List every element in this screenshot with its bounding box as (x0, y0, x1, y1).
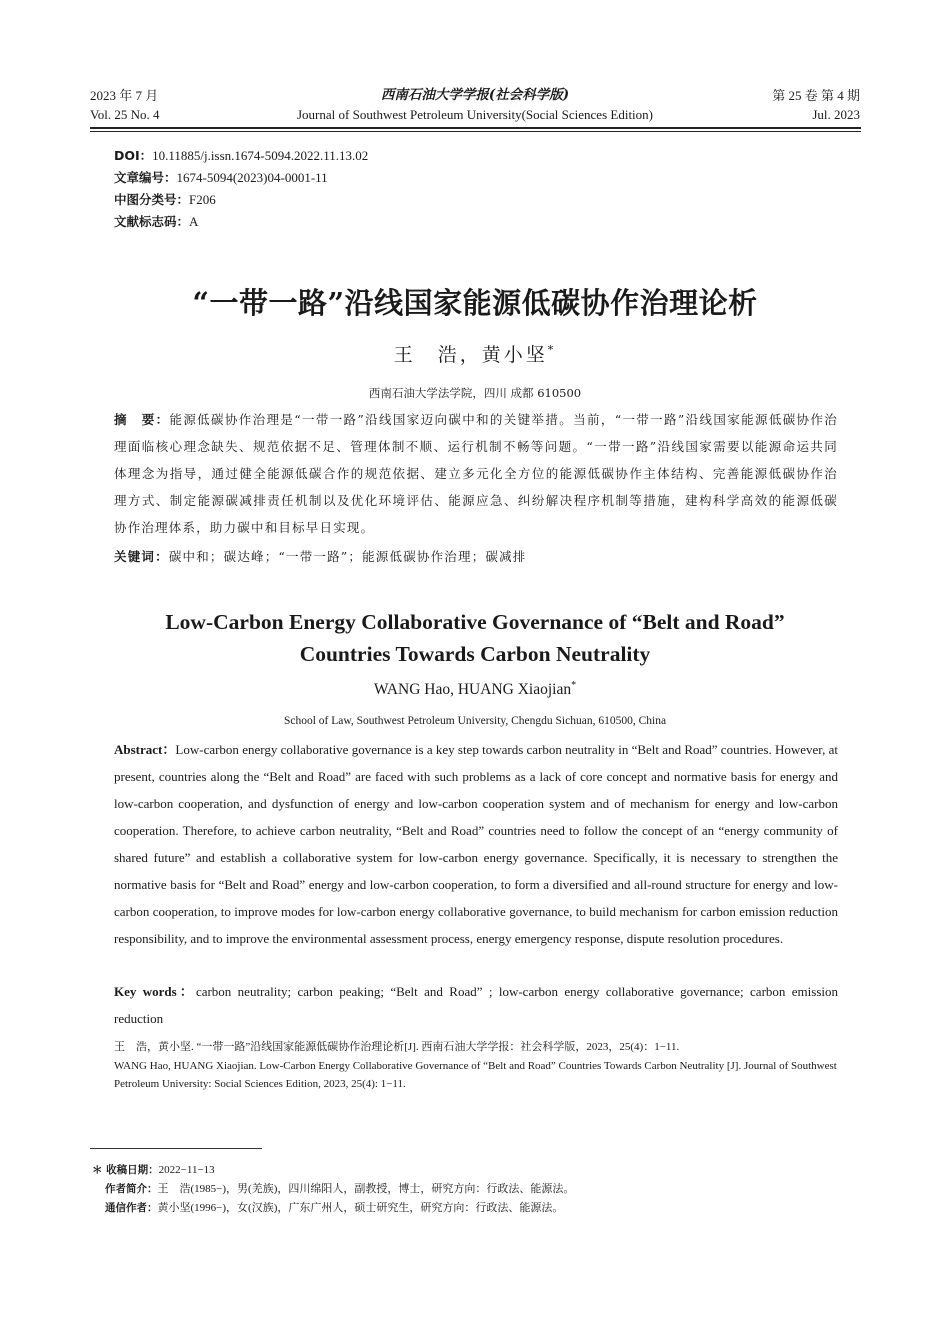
meta-article-number: 文章编号：1674-5094(2023)04-0001-11 (114, 170, 328, 185)
abstract-cn: 摘 要：能源低碳协作治理是“一带一路”沿线国家迈向碳中和的关键举措。当前，“一带一路”沿线国家能源低碳协作治理面临核心理念缺失、规范依据不足、管理体制不顺、运行机制不畅等问题。“一带一路”沿线国家需要以能源命运共同体理念为指导，通过健全能源低碳合作的规范依据、建立多元化全方位的能源低碳协作主体结构、完善能源低碳协作治理方式、制定能源碳减排责任机制以及优化环境评估、能源应急、纠纷解决程序机制等措施，建构科学高效的能源低碳协作治理体系，助力碳中和目标早日实现。 (114, 412, 838, 535)
abstract-en: Abstract：Low-carbon energy collaborative governance is a key step towards carbon neutrality in “Belt and Road” countries. However, at present, countries along the “Belt and Road” are faced with such problems as a lack of core concept and normative basis for energy and low-carbon cooperation, and dysfunction of energy and low-carbon cooperation system and of mechanism for energy and low-carbon cooperation. Therefore, to achieve carbon neutrality, “Belt and Road” countries need to follow the concept of an “energy community of shared future” and establish a collaborative system for low-carbon energy governance. Specifically, it is necessary to strengthen the normative basis for “Belt and Road” energy and low-carbon cooperation, to form a diversified and all-round structure for energy and low-carbon cooperation, to improve modes for low-carbon energy collaborative governance, to build mechanism for carbon emission reduction responsibility, and to improve the environmental assessment process, energy emergency response, dispute resolution procedures. (114, 742, 838, 946)
keywords-cn: 关键词：碳中和；碳达峰；“一带一路”；能源低碳协作治理；碳减排 (114, 549, 527, 564)
header-volume-en: Vol. 25 No. 4 (90, 107, 160, 122)
header-rule-thick (90, 127, 861, 129)
footnote-received: ＊ 收稿日期：2022−11−13 (92, 1164, 215, 1176)
affiliation-en: School of Law, Southwest Petroleum University, Chengdu Sichuan, 610500, China (283, 715, 667, 727)
meta-doi: DOI：10.11885/j.issn.1674-5094.2022.11.13.02 (114, 148, 369, 163)
citation-en: WANG Hao, HUANG Xiaojian. Low-Carbon Energy Collaborative Governance of “Belt and Road” Countries Towards Carbon Neutrality [J]. Journal of Southwest Petroleum University: Social Sciences Edition, 2023, 25(4): 1−11. (114, 1060, 837, 1090)
header-journal-en: Journal of Southwest Petroleum University(Social Sciences Edition) (297, 107, 653, 122)
authors-cn: 王 浩，黄小坚* (393, 343, 557, 366)
citation-cn: 王 浩，黄小坚. “一带一路”沿线国家能源低碳协作治理论析[J]. 西南石油大学学报：社会科学版，2023，25(4)：1−11. (114, 1041, 680, 1053)
authors-en: WANG Hao, HUANG Xiaojian* (373, 680, 577, 699)
affiliation-cn: 西南石油大学法学院，四川 成都 610500 (368, 386, 582, 400)
header-date-en: Jul. 2023 (812, 107, 860, 122)
title-en: Low-Carbon Energy Collaborative Governance of “Belt and Road” Countries Towards Carbon Neutrality (165, 610, 785, 666)
header-rule-thin (90, 131, 861, 132)
header-volume-cn: 第 25 卷 第 4 期 (772, 88, 860, 103)
footnote-author-bio: 作者简介：王 浩(1985−)，男(羌族)，四川绵阳人，副教授，博士，研究方向：行政法、能源法。 (105, 1183, 575, 1195)
footnote-rule (90, 1148, 262, 1149)
meta-classification: 中图分类号：F206 (114, 192, 216, 207)
keywords-en: Key words：carbon neutrality; carbon peaking; “Belt and Road” ; low-carbon energy collaborative governance; carbon emission reduction (114, 984, 838, 1026)
meta-document-code: 文献标志码：A (114, 214, 199, 229)
header-journal-cn: 西南石油大学学报(社会科学版) (380, 87, 570, 103)
footnote-corresponding: 通信作者：黄小坚(1996−)，女(汉族)，广东广州人，硕士研究生，研究方向：行政法、能源法。 (105, 1202, 564, 1214)
title-cn: “一带一路”沿线国家能源低碳协作治理论析 (192, 286, 758, 320)
header-date-cn: 2023 年 7 月 (90, 88, 159, 103)
